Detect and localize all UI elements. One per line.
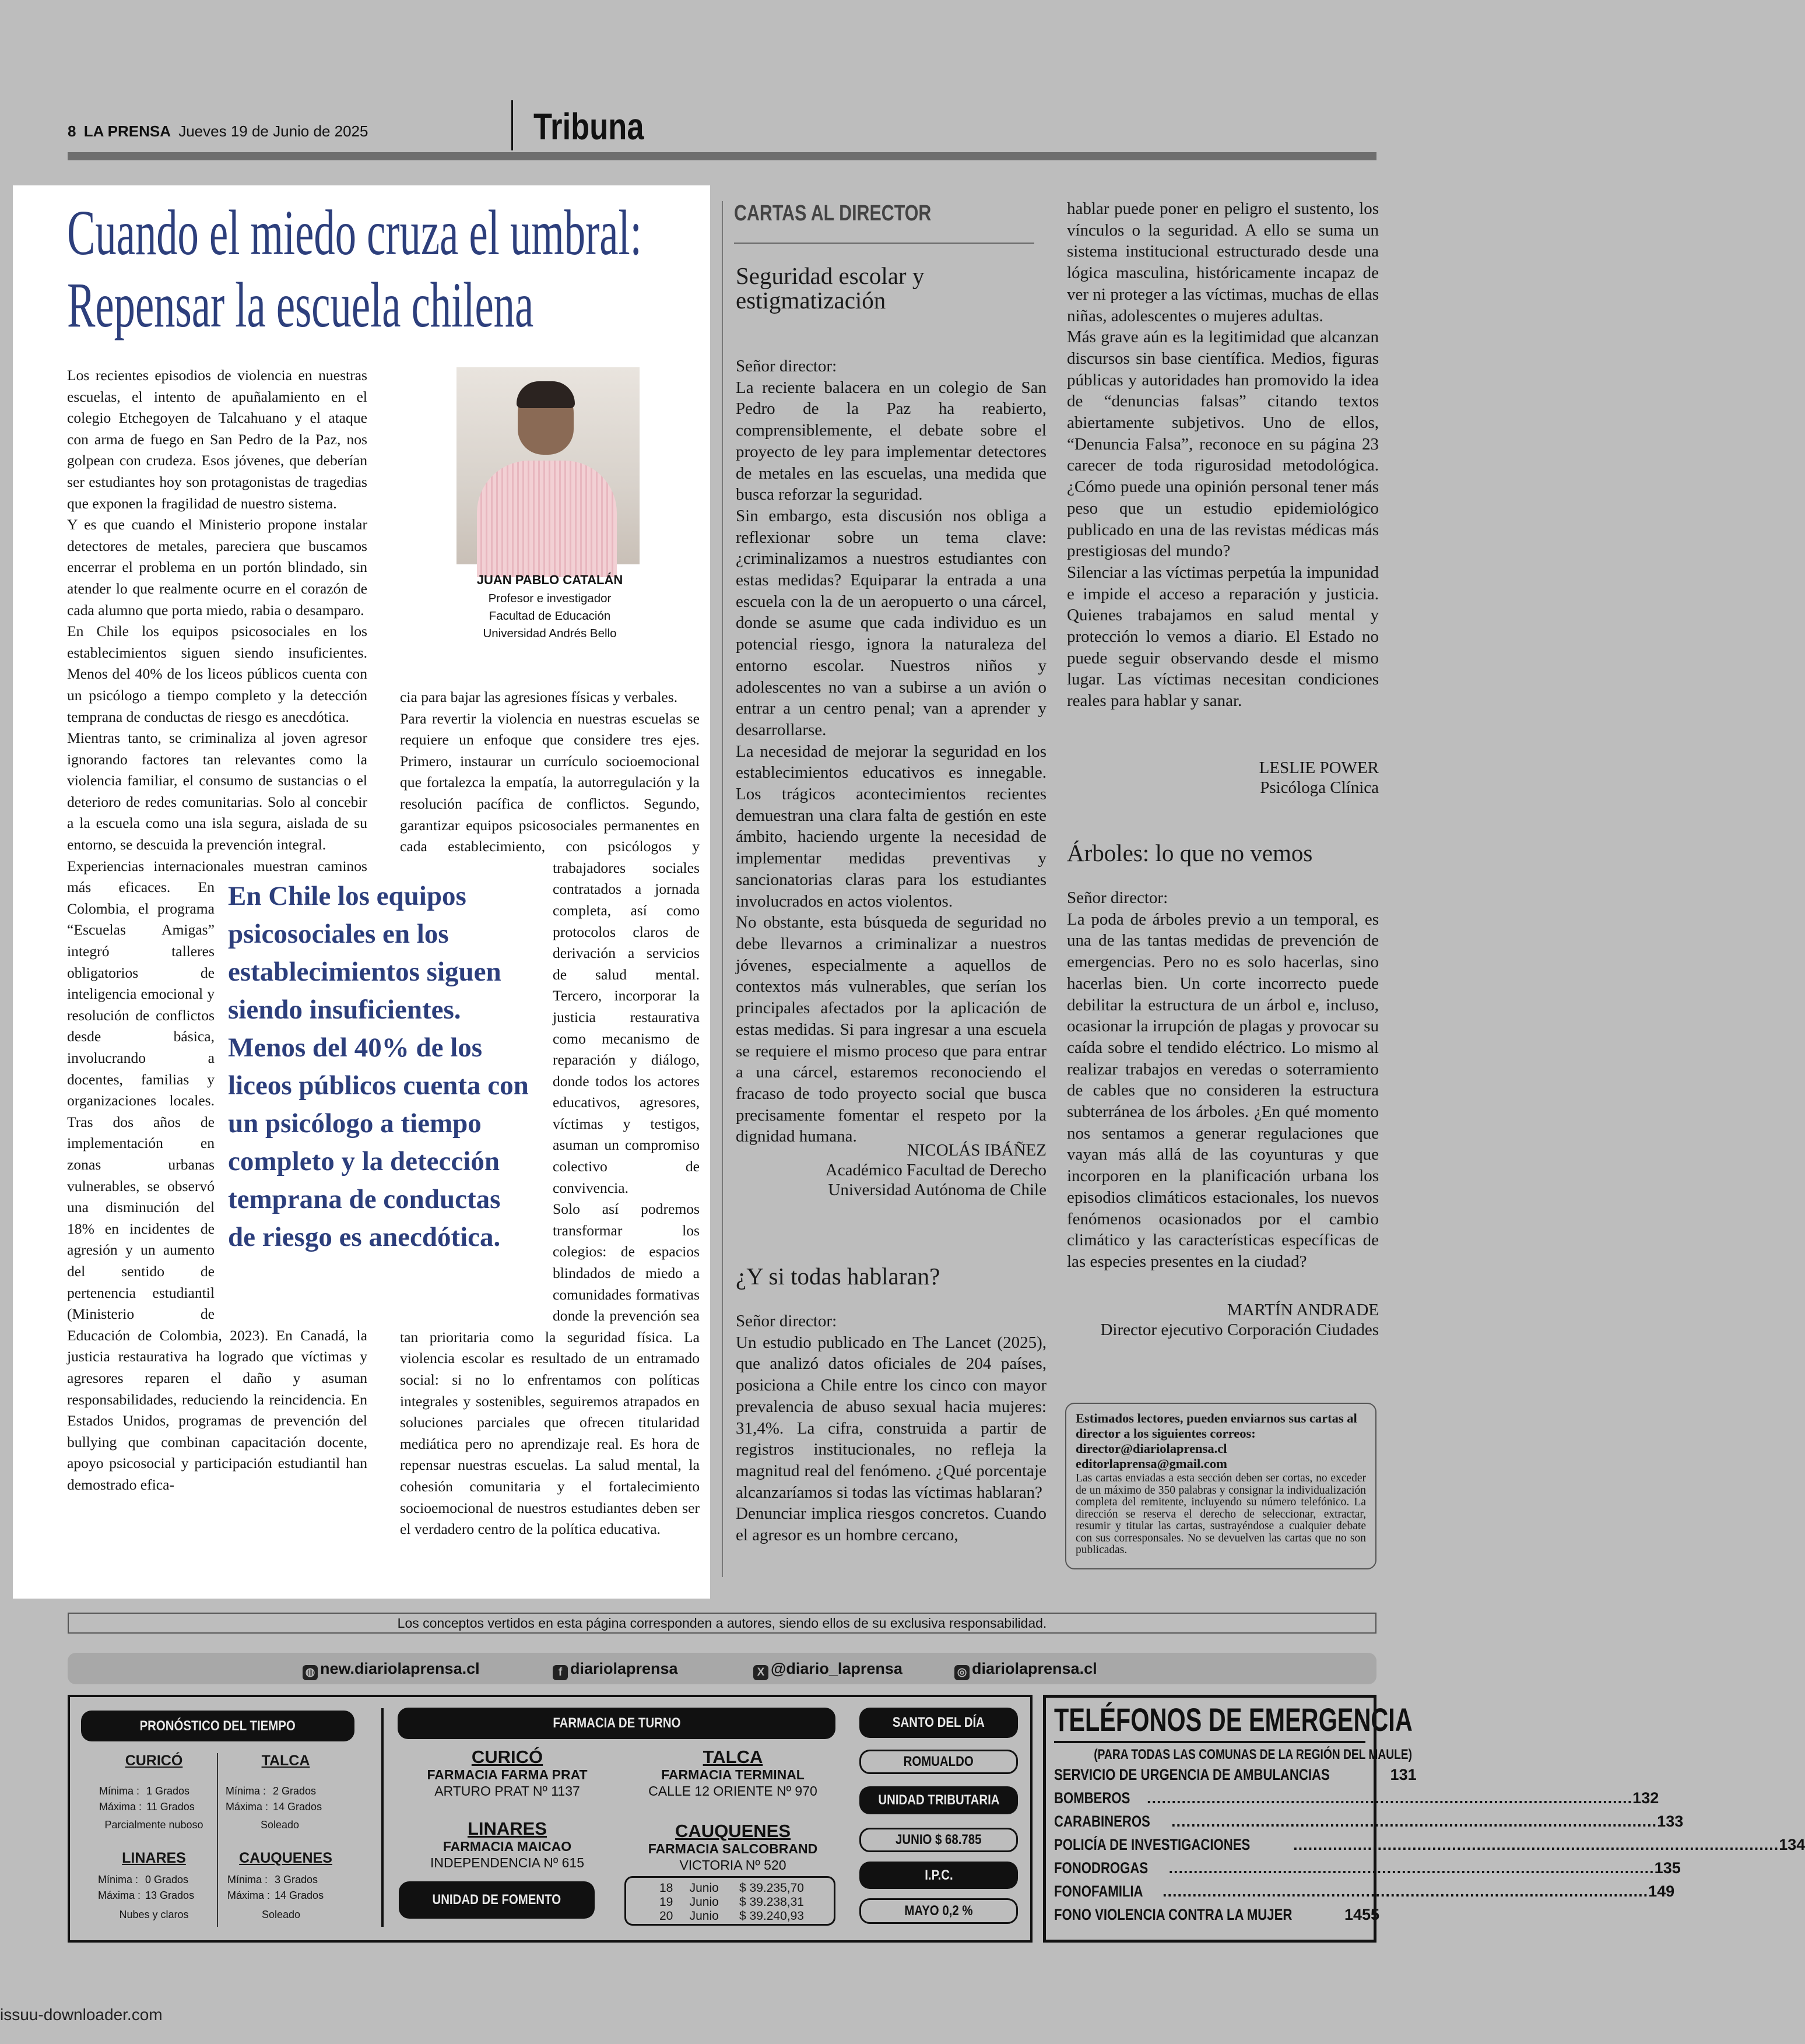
uf-row: 20 Junio $ 39.240,93 xyxy=(659,1909,804,1923)
letter-signature xyxy=(1067,758,1379,798)
x-icon: X xyxy=(753,1665,768,1680)
emergency-row: FONODROGAS ..... 135 xyxy=(1054,1856,1365,1880)
column-divider xyxy=(722,201,723,1577)
section-title: Tribuna xyxy=(533,106,644,147)
contact-intro: Estimados lectores, pueden enviarnos sus cartas al director a los siguientes correos: xyxy=(1076,1411,1357,1441)
watermark: issuu-downloader.com xyxy=(0,2006,163,2024)
emergency-rule xyxy=(1054,1741,1365,1743)
letter-paragraph: La reciente balacera en un colegio de San Pedro de la Paz ha reabierto, comprensiblemente, el debate sobre el proyecto de ley para implementar detectores de metales en las escuelas, una medida que busca reforzar la seguridad. xyxy=(736,378,1047,504)
signature-name: LESLIE POWER xyxy=(1259,758,1379,777)
article-paragraph: Experiencias internacionales muestran caminos más eficaces. En Colombia, el programa “Escuelas Amigas” integró talleres obligatorios de inteligencia emocional y resolución de conflictos desde básica, involucrando a docentes, familias y organizaciones locales. Tras dos años de implementación en zonas urbanas vulnerables, se observó una disminución del 18% en incidentes de agresión y un aumento del sentido de pertenencia estudiantil (Ministerio de Educación de Colombia, 2023). En Canadá, la justicia restaurativa ha logrado que víctimas y agresores reparen el daño y asuman responsabilidades, reduciendo la reincidencia. En Estados Unidos, programas de prevención del bullying que combinan capacitación docente, apoyo psicosocial y participación estudiantil han demostrado efica- xyxy=(67,857,367,1493)
weather-desc: Nubes y claros xyxy=(119,1909,189,1920)
globe-icon: ◍ xyxy=(303,1665,318,1680)
author-block xyxy=(400,365,700,687)
letter-body-continued xyxy=(1067,198,1379,712)
header-rule xyxy=(68,152,1376,160)
social-x[interactable]: X @diario_laprensa xyxy=(753,1660,902,1680)
section-divider xyxy=(381,1708,384,1927)
emergency-row: CARABINEROS ..... 133 xyxy=(1054,1810,1365,1833)
pharmacy-entry: CURICÓ FARMACIA FARMA PRAT ARTURO PRAT Nº 1137 xyxy=(427,1747,588,1799)
author-name: JUAN PABLO CATALÁN xyxy=(476,573,623,587)
letter-paragraph: No obstante, esta búsqueda de seguridad no debe llevarnos a criminalizar a nuestros jóvenes, especialmente a aquellos de contextos más vulnerables, que serían los principales afectados por la aplicación de estas medidas. Si para ingresar a una escuela se requiere el mismo proceso que para entrar a una cárcel, estaremos reconociendo el fracaso de todo proyecto social que busca precisamente fomentar el respeto por la dignidad humana. xyxy=(736,913,1047,1146)
weather-city: CURICÓ xyxy=(125,1752,183,1769)
letter-signature xyxy=(1067,1300,1379,1340)
weather-temps: Mínima : 2 Grados Máxima : 14 Grados xyxy=(226,1785,322,1813)
letter-paragraph: Un estudio publicado en The Lancet (2025), que analizó datos oficiales de 204 países, posiciona a Chile entre los cinco con mayor prevalencia de abuso sexual hacia mujeres: 31,4%. La cifra, construida a partir de registros institucionales, no refleja la magnitud real del fenómeno. ¿Qué porcentaje alcanzaríamos si todas las víctimas hablaran? xyxy=(736,1333,1047,1502)
letter-paragraph: La poda de árboles previo a un temporal, es una de las tantas medidas de prevención de emergencias. Pero no es solo hacerlas, sino hacerlas bien. Un corte incorrecto puede debilitar la estructura de un árbol e, incluso, ocasionar la irrupción de plagas y provocar su caída sobre el tendido eléctrico. Lo mismo al realizar trabajos en veredas o soterramiento de cables que no consideren la estructura subterránea de los árboles. ¿En qué momento nos sentamos a generar regulaciones que vayan más allá de las coyunturas y que incorporen en la planificación urbana los episodios climáticos estacionales, los nuevos fenómenos ocasionados por el cambio climático y las características específicas de las especies presentes en la ciudad? xyxy=(1067,909,1379,1271)
author-photo xyxy=(456,367,640,564)
saint-value: ROMUALDO xyxy=(859,1750,1018,1774)
uf-row: 19 Junio $ 39.238,31 xyxy=(659,1895,804,1909)
article-paragraph: Mientras tanto, se criminaliza al joven agresor ignorando factores tan relevantes como la violencia familiar, el consumo de sustancias o el deterioro de redes comunitarias. Solo al concebir a la escuela como una isla segura, aislada de su entorno, se descuida la prevención integral. xyxy=(67,729,367,854)
uf-values-table xyxy=(624,1876,835,1926)
weather-temps: Mínima : 3 Grados Máxima : 14 Grados xyxy=(227,1874,324,1901)
utm-value: JUNIO $ 68.785 xyxy=(859,1828,1018,1852)
contact-email-director[interactable]: director@diariolaprensa.cl xyxy=(1076,1441,1227,1456)
uf-row: 18 Junio $ 39.235,70 xyxy=(659,1881,804,1895)
emergency-row: SERVICIO DE URGENCIA DE AMBULANCIAS 131 xyxy=(1054,1766,1417,1783)
social-bar xyxy=(68,1653,1376,1684)
emergency-subtitle: (PARA TODAS LAS COMUNAS DE LA REGIÓN DEL MAULE) xyxy=(1094,1747,1413,1762)
article-title-line-2: Repensar la escuela chilena xyxy=(67,269,534,340)
article-title-line-1: Cuando el miedo cruza el umbral: xyxy=(67,197,642,268)
author-university: Universidad Andrés Bello xyxy=(483,627,617,640)
emergency-row: FONOFAMILIA ..... 149 xyxy=(1054,1880,1365,1903)
pharmacy-entry: TALCA FARMACIA TERMINAL CALLE 12 ORIENTE Nº 970 xyxy=(648,1747,817,1799)
signature-line: Universidad Autónoma de Chile xyxy=(828,1181,1047,1199)
emergency-title: TELÉFONOS DE EMERGENCIA xyxy=(1054,1701,1413,1738)
emergency-row: POLICÍA DE INVESTIGACIONES ..... 134 xyxy=(1054,1833,1365,1856)
signature-line: Director ejecutivo Corporación Ciudades xyxy=(1100,1320,1379,1339)
letter-salutation: Señor director: xyxy=(736,1312,837,1330)
weather-temps: Mínima : 1 Grados Máxima : 11 Grados xyxy=(99,1785,195,1813)
author-role: Profesor e investigador xyxy=(488,592,612,605)
weather-city: CAUQUENES xyxy=(239,1850,332,1866)
letter-title: Seguridad escolar y estigmatización xyxy=(736,262,925,314)
pharmacy-title: FARMACIA DE TURNO xyxy=(398,1708,835,1739)
issue-date: Jueves 19 de Junio de 2025 xyxy=(178,122,368,140)
letter-paragraph: hablar puede poner en peligro el sustento, los vínculos o la seguridad. A ello se suma un sistema institucional estructurado desde una lógica masculina, históricamente incapaz de ver ni proteger a las víctimas, muchas de ellas niñas, adolescentes o mujeres adultas. xyxy=(1067,199,1379,325)
uf-label: UNIDAD DE FOMENTO xyxy=(399,1881,595,1919)
signature-line: Académico Facultad de Derecho xyxy=(825,1161,1047,1179)
header-divider xyxy=(511,100,513,150)
author-faculty: Facultad de Educación xyxy=(489,609,611,623)
letter-paragraph: La necesidad de mejorar la seguridad en los establecimientos educativos es innegable. Los trágicos acontecimientos recientes demuestran una clara falta de gestión en este ámbito, haciendo urgente la necesidad de implementar medidas preventivas y sancionatorias claras para los estudiantes involucrados en actos violentos. xyxy=(736,742,1047,911)
facebook-icon: f xyxy=(553,1665,568,1680)
article-paragraph: En Chile los equipos psicosociales en los establecimientos siguen siendo insuficientes. Menos del 40% de los liceos públicos cuenta con un psicólogo a tiempo completo y la detección temprana de conductas de riesgo es anecdótica. xyxy=(67,623,367,725)
ipc-value: MAYO 0,2 % xyxy=(859,1898,1018,1924)
letters-section-title: CARTAS AL DIRECTOR xyxy=(734,201,932,226)
weather-title: PRONÓSTICO DEL TIEMPO xyxy=(81,1711,354,1741)
signature-name: NICOLÁS IBÁÑEZ xyxy=(907,1141,1047,1160)
emergency-phones-box xyxy=(1043,1695,1805,1943)
weather-desc: Soleado xyxy=(261,1909,301,1920)
weather-desc: Soleado xyxy=(260,1819,300,1831)
letter-paragraph: Más grave aún es la legitimidad que alcanzan discursos sin base científica. Medios, figuras públicas y autoridades han promovido la idea de “denuncias falsas” citando textos abiertamente subjetivos. Uno de ellos, “Denuncia Falsa”, reconoce en su página 23 carecer de toda rigurosidad metodológica. ¿Cómo puede una opinión personal tener más peso que un estudio epidemiológico publicado en una de las revistas médicas más prestigiosas del mundo? xyxy=(1067,328,1379,561)
letter-paragraph: Silenciar a las víctimas perpetúa la impunidad e impide el acceso a reparación y justicia. Quienes trabajamos en salud mental y protección lo vemos a diario. El Estado no puede seguir observando desde el mismo lugar. Las víctimas necesitan condiciones reales para hablar y sanar. xyxy=(1067,563,1379,711)
letter-paragraph: Sin embargo, esta discusión nos obliga a reflexionar sobre un tema clave: ¿criminalizamos a nuestros estudiantes con estas medidas? Equiparar la entrada a una escuela con la de un aeropuerto o una cárcel, donde se asume que cada individuo es un potencial riesgo, ignora la naturaleza del entorno escolar. Nuestros niños y adolescentes no van a subirse a un avión o entrar a un centro penal; van a aprender y desarrollarse. xyxy=(736,506,1047,739)
letters-rule xyxy=(734,243,1034,244)
weather-desc: Parcialmente nuboso xyxy=(104,1819,203,1831)
saint-label: SANTO DEL DÍA xyxy=(859,1708,1018,1738)
letter-paragraph: Denunciar implica riesgos concretos. Cuando el agresor es un hombre cercano, xyxy=(736,1504,1047,1545)
article-paragraph: Solo así podremos transformar los colegios: de espacios blindados de miedo a comunidades formativas donde la prevención sea tan prioritaria como la seguridad física. La violencia escolar es resultado de un entramado social: si no lo enfrentamos con políticas integrales y sostenibles, seguiremos atrapados en soluciones parciales que ofrecen titularidad mediática pero no aprendizaje real. Es hora de repensar nuestras escuelas. La salud mental, la cohesión comunitaria y el fortalecimiento socioemocional de nuestros estudiantes deben ser el verdadero centro de la política educativa. xyxy=(400,1200,700,1538)
page-number: 8 xyxy=(68,122,76,140)
letter-salutation: Señor director: xyxy=(1067,888,1168,907)
instagram-icon: ◎ xyxy=(954,1665,970,1680)
article-paragraph: Para revertir la violencia en nuestras escuelas se requiere un enfoque que considere tres ejes. Primero, instaurar un currículo socioemocional que fortalezca la empatía, la autorregulación y la resolución pacífica de conflictos. Segundo, garantizar equipos psicosociales permanentes en cada establecimiento, con psicólogos y trabajadores sociales contratados a jornada completa, así como protocolos claros de derivación a servicios de salud mental. Tercero, incorporar la justicia restaurativa como mecanismo de reparación y diálogo, donde todos los actores educativos, agresores, víctimas y testigos, asuman un compromiso colectivo de convivencia. xyxy=(400,710,700,1196)
paper-name: LA PRENSA xyxy=(83,122,171,140)
social-instagram[interactable]: ◎ diariolaprensa.cl xyxy=(954,1660,1097,1680)
article-paragraph: Los recientes episodios de violencia en nuestras escuelas, el intento de apuñalamiento en el colegio Etchegoyen de Talcahuano y el ataque con arma de fuego en San Pedro de la Paz, nos golpean con crudeza. Esos jóvenes, que deberían ser estudiantes hoy son protagonistas de tragedias que exponen la fragilidad de nuestro sistema. xyxy=(67,367,367,512)
disclaimer: Los conceptos vertidos en esta página corresponden a autores, siendo ellos de su exclusiva responsabilidad. xyxy=(68,1613,1376,1634)
weather-divider xyxy=(217,1753,218,1927)
contact-email-editor[interactable]: editorlaprensa@gmail.com xyxy=(1076,1456,1227,1471)
signature-line: Psicóloga Clínica xyxy=(1260,778,1379,797)
pharmacy-entry: CAUQUENES FARMACIA SALCOBRAND VICTORIA Nº 520 xyxy=(648,1821,818,1873)
emergency-row: BOMBEROS ..... 132 xyxy=(1054,1786,1365,1810)
emergency-row: FONO VIOLENCIA CONTRA LA MUJER 1455 xyxy=(1054,1906,1380,1923)
social-facebook[interactable]: f diariolaprensa xyxy=(553,1660,678,1680)
weather-city: TALCA xyxy=(261,1752,310,1769)
letter-body xyxy=(736,1311,1047,1546)
pharmacy-entry: LINARES FARMACIA MAICAO INDEPENDENCIA Nº 615 xyxy=(430,1818,585,1870)
contact-rules: Las cartas enviadas a esta sección deben ser cortas, no exceder de un máximo de 350 palabras y consignar la individualización completa del remitente, incluyendo su número telefónico. La dirección se reserva el derecho de seleccionar, extractar, resumir y titular las cartas, sustrayéndose a cualquier debate con sus corresponsales. No se devuelven las cartas que no son publicadas. xyxy=(1076,1472,1366,1556)
letters-contact-box xyxy=(1065,1403,1376,1569)
article-paragraph: Y es que cuando el Ministerio propone instalar detectores de metales, pareciera que buscamos encerrar el problema en un portón blindado, sin atender lo que realmente ocurre en el corazón de cada alumno que porta miedo, rabia o desamparo. xyxy=(67,516,367,619)
article-paragraph: cia para bajar las agresiones físicas y verbales. xyxy=(400,689,678,705)
letter-salutation: Señor director: xyxy=(736,357,837,375)
page-header-info xyxy=(68,122,368,141)
letter-title: ¿Y si todas hablaran? xyxy=(736,1263,940,1290)
letter-title: Árboles: lo que no vemos xyxy=(1067,840,1313,866)
letter-signature xyxy=(736,1140,1047,1200)
weather-city: LINARES xyxy=(122,1850,186,1866)
signature-name: MARTÍN ANDRADE xyxy=(1227,1301,1379,1319)
social-website[interactable]: ◍ new.diariolaprensa.cl xyxy=(303,1660,480,1680)
weather-temps: Mínima : 0 Grados Máxima : 13 Grados xyxy=(98,1874,195,1901)
utm-label: UNIDAD TRIBUTARIA xyxy=(859,1786,1018,1814)
letter-body xyxy=(736,356,1047,1147)
ipc-label: I.P.C. xyxy=(859,1862,1018,1889)
pull-quote: En Chile los equipos psicosociales en los establecimientos siguen siendo insuficientes. Menos del 40% de los liceos públicos cuenta con un psicólogo a tiempo completo y la detección temprana de conductas de riesgo es anecdótica. xyxy=(228,881,529,1252)
letter-body xyxy=(1067,887,1379,1273)
